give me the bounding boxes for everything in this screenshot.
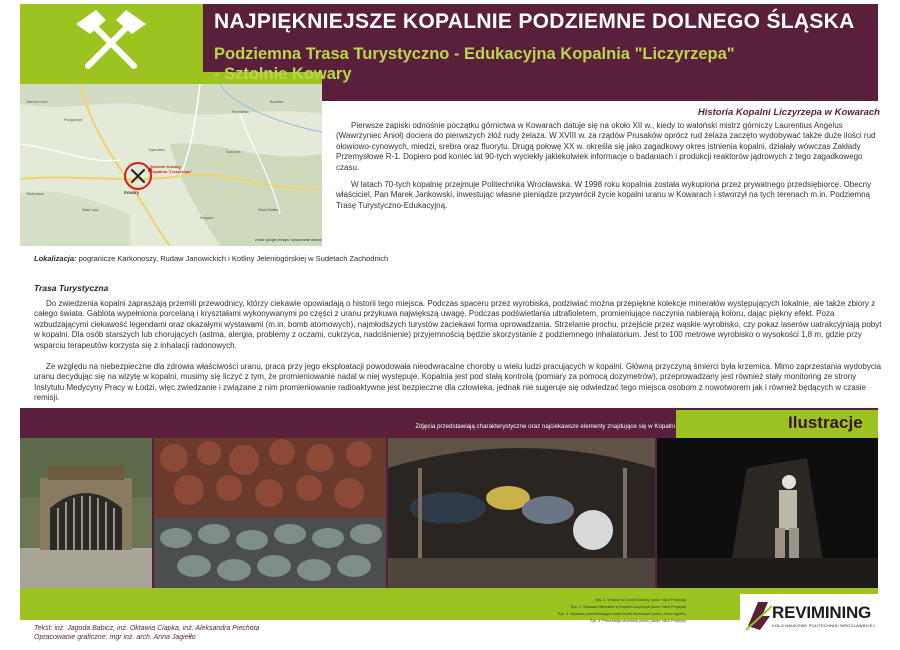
map-place-label: Mała Upa [82,208,99,212]
subtitle-line-2: - Sztolnie Kowary [214,65,352,83]
map-place-label: Ogorzelec [148,148,166,152]
logo-box [20,4,203,80]
graphics-credits: Opracowanie graficzne: mgr inż. arch. Anna Jagiełło [34,634,196,641]
location-line [34,254,634,263]
map-place-label: Szarocin [226,150,241,154]
photo-atomic-bombs [388,438,655,588]
page-title: NAJPIĘKNIEJSZE KOPALNIE PODZIEMNE DOLNEGO ŚLĄSKA [214,10,855,33]
map-credit: źródło: google.pl/maps; opracowanie własne [255,238,322,242]
photo-caption-2: Ryc. 2. Wystawa minerałów w Kopalni Liczyrzepa (autor: Nicol Przybyła) [570,605,686,609]
location-text: pogranicze Karkonoszy, Rudaw Janowickich i Kotliny Jeleniogórskiej w Sudetach Zachodnich [78,254,389,263]
photo-caption-4: Ryc. 4. Prezentacja strzelania prochu (autor: Nicol Przybyła) [590,619,686,623]
map-place-label: Podgórzyn [64,118,83,122]
map-place-label: Jelenia Góra [26,100,48,104]
history-heading: Historia Kopalni Liczyrzepa w Kowarach [697,107,880,118]
route-paragraph-1: Do zwiedzenia kopalni zapraszają przemili przewodnicy, którzy ciekawie opowiadają o historii tego miejsca. Podczas spaceru przez wyrobiska, podziwiać można przepiękne kolekcje minerałów występujących lokalnie, ale także zbiory z całego świata. Gablota wypełniona porcelaną i kryształami wykonywanymi po części z uranu przykuwa największą uwagę. Podczas podświetlania ultrafioletem, promieniujące naczynia nabierają koloru, dając piękny efekt. Poza wzbudzającymi ciekawość legendami oraz okazałymi wystawami (m.in. bomb atomowych), najmłodszych turystów zaciekawi forma oprowadzania. Strzelanie prochu, przejście przez wąskie wyrobisko, czy pokaz laserów uatrakcyjniają pobyt w kopalni. Dla osób starszych lub chorujących (astma, alergia, problemy z oczami, cukrzyca, nadciśnienie) przyjemnością będzie skorzystanie z podziemnego inhalatorium. Jest to 100 metrowe wyrobisko o wysokości 1,8 m, gdzie przy wsparciu terapeutów korzysta się z inhalacji radonowych. [34,299,882,350]
route-heading: Trasa Turystyczna [34,283,109,293]
text-credits: Tekst: inż. Jagoda Babicz, inż. Oktawia Ciapka, inż. Aleksandra Piechota [34,625,260,632]
route-paragraph-2: Ze względu na niebezpieczne dla zdrowia właściwości uranu, praca przy jego eksploatacji powodowała nieodwracalne choroby u wielu ludzi pracujących w kopalni. Główną przyczyną śmierci była krzemica. Mimo zaprzestania wydobycia uranu decydując się na wizytę w kopalni, musimy się liczyć z tym, że promieniowanie nadal w niej występuje. Kopalnia jest pod stałą kontrolą (pomiary za pomocą dozymetrów), przeprowadzany jest również stały monitoring ze strony Instytutu Medycyny Pracy w Łodzi, więc zwiedzanie i związane z nim promieniowanie radioaktywne jest bezpieczne dla człowieka, jednak nie sugeruje się odwiedzać tego miejsca osobom z nowotworem jak i również będących w czasie remisji. [34,362,882,403]
map-place-label: Karpacz [200,216,214,220]
map-place-label: Pilchowice [26,192,44,196]
map-place-label: Przesieka [232,110,249,114]
page-subtitle [214,44,814,84]
history-paragraph-1: Pierwsze zapiski odnośnie początku górnictwa w Kowarach datuje się na około XII w., kiedy to waloński mistrz górniczy Laurentius Angelus (Wawrzyniec Anioł) dociera do pierwszych złóż rudy żelaza. W XVIII w. za rządów Prusaków oprócz rud żelaza zaczęto wydobywać także duże ilości rud ołowiowo-cynowych, miedzi, srebra oraz fluorytu. Drugą połowę XX w. określa się jako zagadkowy okres istnienia kopalni, działały wówczas Zakłady Przemysłowe R-1. Dopiero pod koniec lat 90-tych wyciekły jakiekolwiek informacje o badaniach i produkcji reaktorów jądrowych z tego zagadkowego czasu. [336,121,876,172]
map-place-label: Stara Białka [258,208,279,212]
photo-caption-3: Ryc. 3. Wystawa przedstawiająca repliki bomb atomowych (autor: Anna Jagiełło) [557,612,686,616]
brand-tagline: KOŁO NAUKOWE POLITECHNIKI WROCŁAWSKIEJ [772,623,875,628]
location-label: Lokalizacja: [34,254,77,263]
photo-mine-entrance [20,438,152,588]
photo-caption-1: Ryc. 1. Wejście do Sztolni Kowary (autor: Nicol Przybyła) [595,598,686,602]
subtitle-line-1: Podziemna Trasa Turystyczno - Edukacyjna Kopalnia "Liczyrzepa" [214,45,735,63]
illustrations-heading: Ilustracje [788,413,863,432]
map-place-label: Bobrów [270,100,283,104]
map-location-label: Sztolnie Kowary Kopalnia "Liczyrzepa" [150,164,193,174]
brand-name: REVIMINING [772,603,872,622]
crossed-hammers-icon [20,4,203,80]
photo-blasting-demo [657,438,878,588]
photo-minerals-exhibit [154,438,386,588]
illustrations-caption: Zdjęcia przedstawiają charakterystyczne oraz najciekawsze elementy znajdujące się w Kopalni [415,423,675,430]
history-paragraph-2: W latach 70-tych kopalnię przejmuje Politechnika Wrocławska. W 1998 roku kopalnia została wykupiona przez prywatnego przedsiębiorcę. Obecny właściciel, Pan Marek Jankowski, inwestując własne pieniądze przywrócił życie kopalni uranu w Kowarach i stworzył na tych terenach m.in. Podziemną Trasę Turystyczno-Edukacyjną. [336,180,872,210]
map-place-label: Kowary [124,190,140,195]
